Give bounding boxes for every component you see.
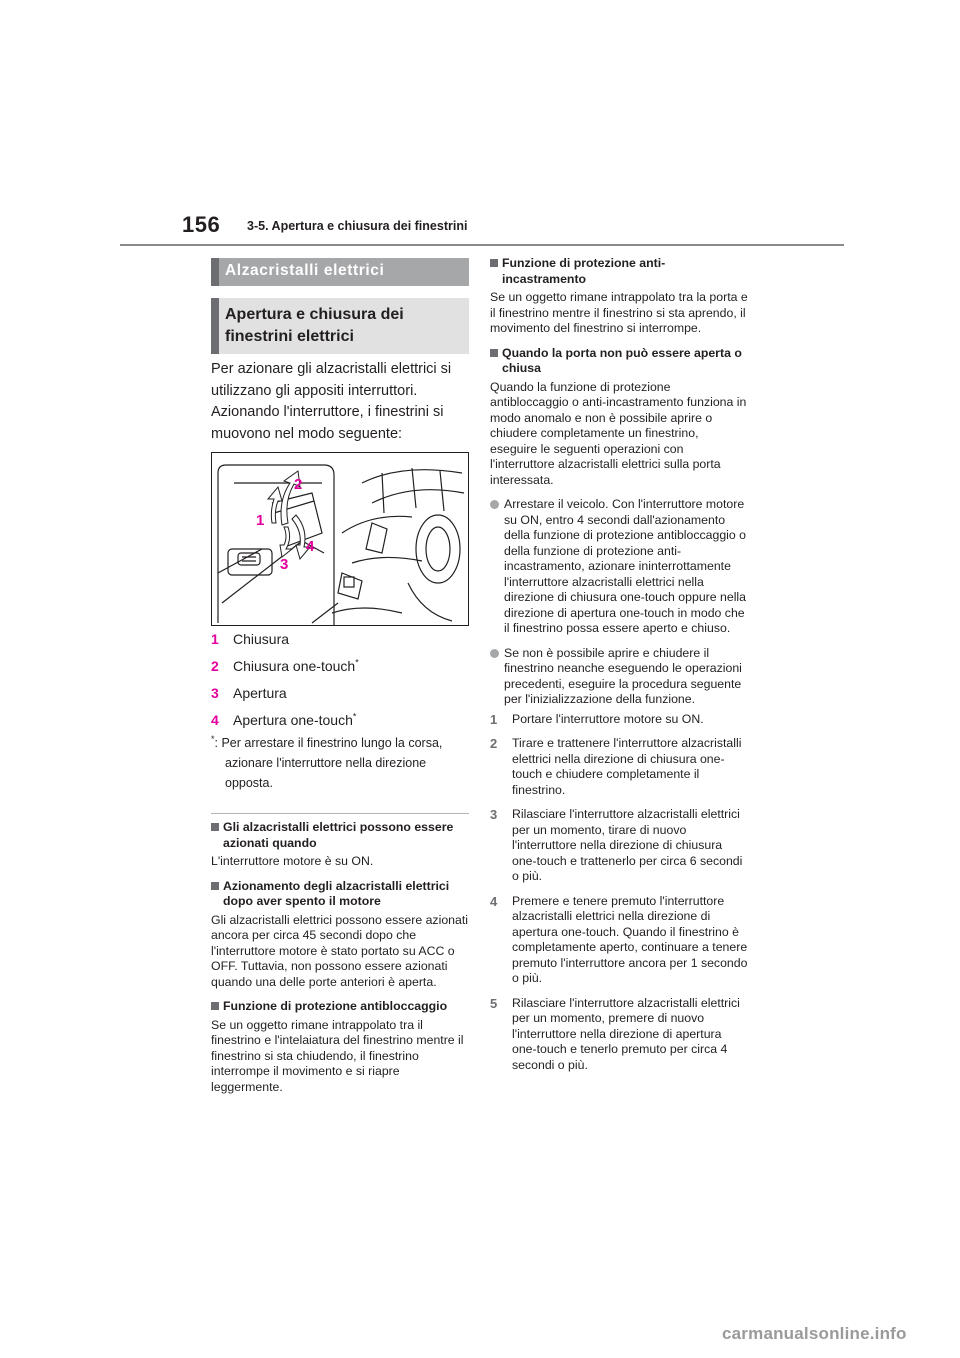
bullet-text: Arrestare il veicolo. Con l'interruttore motore su ON, entro 4 secondi dall'azionamento della funzione di protezione antibloccaggio o della funzione di protezione anti-incastramento, azionare ininterrottamente l'interruttore alzacristalli elettrici nella direzione di chiusura one-touch oppure nella direzione di apertura one-touch in modo che il finestrino possa essere aperto e chiuso.: [504, 497, 747, 635]
legend-text: Apertura one-touch: [233, 712, 353, 728]
legend-item: [211, 629, 469, 656]
step-text: Portare l'interruttore motore su ON.: [512, 711, 704, 726]
note-body: Se un oggetto rimane intrappolato tra la porta e il finestrino mentre il finestrino si sta aprendo, il movimento del finestrino si interrompe.: [490, 290, 748, 335]
legend-item: [211, 683, 469, 710]
footnote-mark: *: [211, 733, 215, 744]
legend-text: Chiusura: [233, 631, 290, 647]
window-switch-illustration: [211, 452, 469, 626]
step-text: Tirare e trattenere l'interruttore alzacristalli elettrici nella direzione di chiusura one-touch e chiudere completamente il finestrino.: [512, 736, 742, 797]
step-item: [490, 736, 748, 798]
step-number: 3: [490, 807, 498, 822]
legend-item: [211, 656, 469, 683]
note-body: Gli alzacristalli elettrici possono essere azionati ancora per circa 45 secondi dopo che l'interruttore motore è stato portato su ACC o OFF. Tuttavia, non possono essere azionati quando una delle porte anteriori è aperta.: [211, 912, 468, 989]
note-body: L'interruttore motore è su ON.: [211, 854, 374, 868]
note-title: Funzione di protezione antibloccaggio: [211, 999, 469, 1015]
legend-number: 3: [211, 685, 219, 701]
note-title: Azionamento degli alzacristalli elettrici dopo aver spento il motore: [211, 879, 469, 910]
step-item: [490, 807, 748, 885]
section-band-title: Alzacristalli elettrici: [225, 262, 385, 279]
step-text: Rilasciare l'interruttore alzacristalli elettrici per un momento, tirare di nuovo l'interruttore nella direzione di chiusura one-touch e trattenerlo per circa 6 secondi o più.: [512, 807, 743, 883]
note-body: Quando la funzione di protezione antibloccaggio o anti-incastramento funziona in modo anomalo e non è possibile aprire o chiudere completamente un finestrino, eseguire le seguenti operazioni con l'interruttore alzacristalli elettrici sulla porta interessata.: [490, 379, 747, 487]
section-band: [211, 258, 469, 286]
bullet-item: [490, 646, 748, 708]
step-text: Rilasciare l'interruttore alzacristalli elettrici per un momento, premere di nuovo l'interruttore nella direzione di apertura one-touch e tenerlo premuto per circa 4 secondi o più.: [512, 995, 740, 1072]
legend-asterisk: *: [352, 711, 357, 722]
note-title: Quando la porta non può essere aperta o chiusa: [490, 346, 748, 377]
bullet-icon: [490, 649, 499, 658]
note-body: Se un oggetto rimane intrappolato tra il finestrino e l'intelaiatura del finestrino mentre il finestrino si sta chiudendo, il finestrino interrompe il movimento e si riapre leggermente.: [211, 1017, 464, 1094]
section-title: 3-5. Apertura e chiusura dei finestrini: [247, 219, 468, 233]
footnote: [211, 733, 469, 793]
legend-text: Apertura: [233, 685, 287, 701]
page-number: 156: [182, 212, 221, 237]
subsection-band-title: Apertura e chiusura dei finestrini elettrici: [225, 306, 404, 345]
note-title: Gli alzacristalli elettrici possono essere azionati quando: [211, 820, 469, 851]
legend-asterisk: *: [355, 657, 359, 668]
legend-number: 4: [211, 712, 219, 728]
step-number: 2: [490, 736, 498, 751]
header-rule: [120, 244, 844, 246]
illustration-label: 3: [280, 556, 289, 573]
step-text: Premere e tenere premuto l'interruttore alzacristalli elettrici nella direzione di apertura one-touch. Quando il finestrino è completamente aperto, continuare a tenere premuto l'interruttore ancora per 1 secondo o più.: [512, 893, 748, 985]
step-number: 1: [490, 711, 498, 727]
note-title: Funzione di protezione anti-incastramento: [490, 256, 748, 287]
step-item: [490, 996, 748, 1074]
legend: [211, 629, 469, 737]
footnote-text: : Per arrestare il finestrino lungo la corsa, azionare l'interruttore nella direzione opposta.: [214, 736, 443, 790]
bullet-item: [490, 497, 748, 637]
legend-number: 1: [211, 631, 219, 647]
notes-divider: [211, 813, 469, 814]
switch-drawing: [212, 453, 468, 625]
left-notes: [211, 820, 469, 1095]
watermark: carmanualsonline.info: [722, 1324, 907, 1343]
step-number: 4: [490, 893, 498, 909]
right-column: [490, 256, 748, 1073]
illustration-label: 1: [256, 512, 265, 529]
legend-number: 2: [211, 658, 219, 674]
subsection-band: [211, 298, 469, 354]
illustration-label: 2: [294, 476, 303, 493]
step-item: [490, 712, 748, 728]
intro-text: Per azionare gli alzacristalli elettrici si utilizzano gli appositi interruttori. Azionando l'interruttore, i finestrini si muovono nel modo seguente:: [211, 361, 452, 442]
step-number: 5: [490, 995, 498, 1011]
step-item: [490, 894, 748, 987]
legend-text: Chiusura one-touch: [233, 658, 356, 674]
bullet-text: Se non è possibile aprire e chiudere il finestrino neanche eseguendo le operazioni precedenti, eseguire la procedura seguente per l'inizializzazione della funzione.: [504, 645, 742, 706]
bullet-icon: [490, 500, 499, 509]
illustration-label: 4: [306, 538, 315, 555]
